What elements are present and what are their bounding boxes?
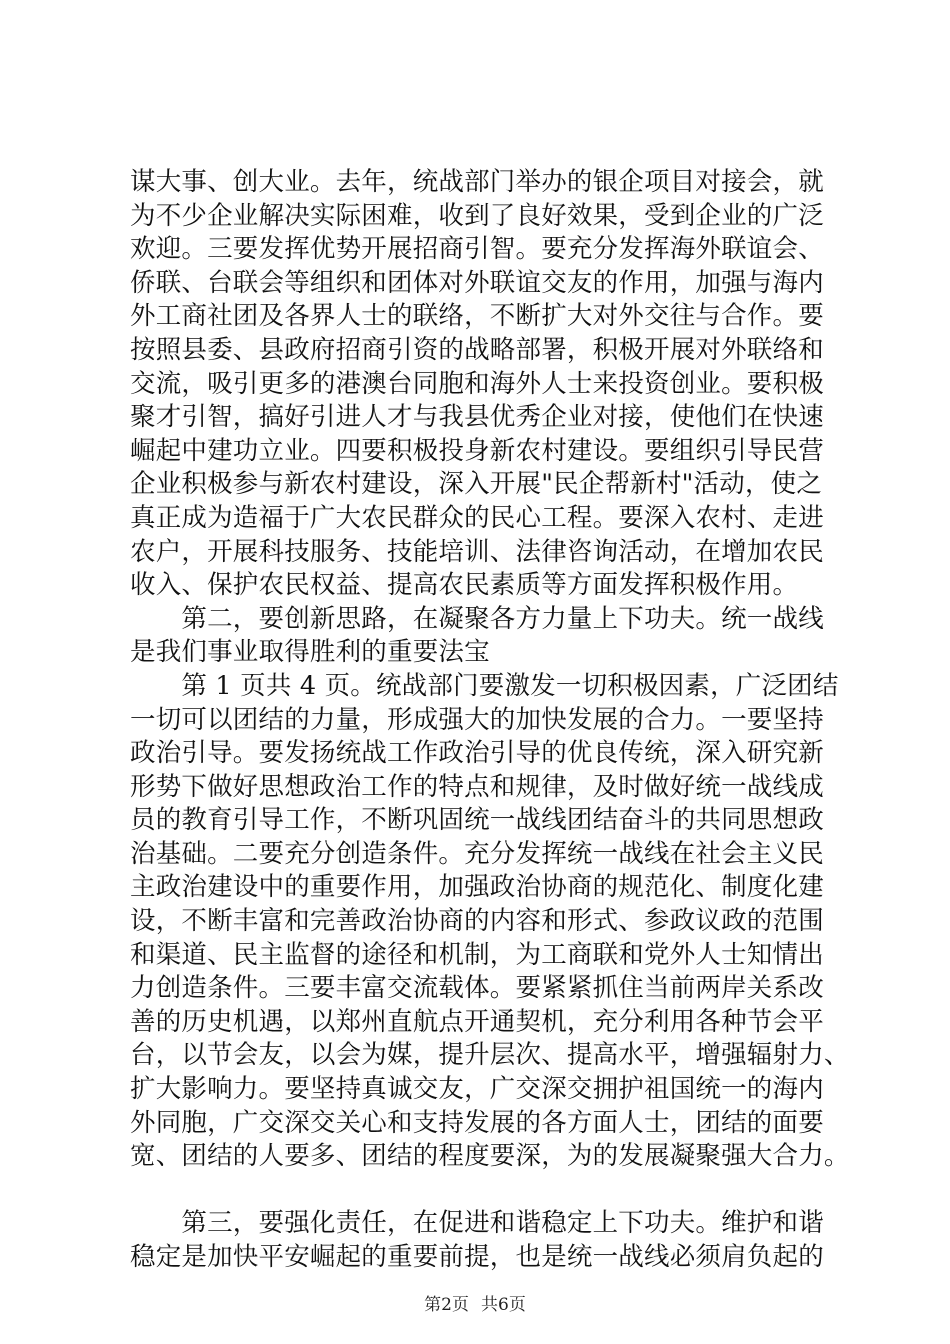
text-line: 形势下做好思想政治工作的特点和规律，及时做好统一战线成 (130, 771, 824, 802)
page-number: 第2页 (424, 1295, 469, 1315)
text-line: 收入、保护农民权益、提高农民素质等方面发挥积极作用。 (130, 570, 799, 601)
text-line: 设，不断丰富和完善政治协商的内容和形式、参政议政的范围 (130, 906, 824, 937)
paragraph-block-1 (130, 166, 850, 1174)
paragraph-gap (130, 1174, 830, 1208)
paragraph-block-2 (130, 1207, 830, 1274)
text-line: 侨联、台联会等组织和团体对外联谊交友的作用，加强与海内 (130, 267, 824, 298)
text-line: 台，以节会友，以会为媒，提升层次、提高水平，增强辐射力、 (130, 1040, 850, 1071)
text-line: 第三，要强化责任，在促进和谐稳定上下功夫。维护和谐 (130, 1208, 824, 1239)
text-line: 欢迎。三要发挥优势开展招商引智。要充分发挥海外联谊会、 (130, 234, 824, 265)
text-line: 农户，开展科技服务、技能培训、法律咨询活动，在增加农民 (130, 536, 824, 567)
text-line: 真正成为造福于广大农民群众的民心工程。要深入农村、走进 (130, 502, 824, 533)
text-line: 外同胞，广交深交关心和支持发展的各方面人士，团结的面要 (130, 1107, 824, 1138)
text-line: 主政治建设中的重要作用，加强政治协商的规范化、制度化建 (130, 872, 824, 903)
text-line: 企业积极参与新农村建设，深入开展"民企帮新村"活动，使之 (130, 469, 823, 500)
text-line: 宽、团结的人要多、团结的程度要深，为的发展凝聚强大合力。 (130, 1141, 850, 1172)
page-footer (0, 1294, 950, 1316)
text-line: 和渠道、民主监督的途径和机制，为工商联和党外人士知情出 (130, 939, 824, 970)
text-line: 第二，要创新思路，在凝聚各方力量上下功夫。统一战线 (130, 603, 824, 634)
text-line: 善的历史机遇，以郑州直航点开通契机，充分利用各种节会平 (130, 1006, 824, 1037)
text-line: 政治引导。要发扬统战工作政治引导的优良传统，深入研究新 (130, 738, 824, 769)
text-line: 一切可以团结的力量，形成强大的加快发展的合力。一要坚持 (130, 704, 824, 735)
text-line: 交流，吸引更多的港澳台同胞和海外人士来投资创业。要积极 (130, 368, 824, 399)
text-line: 力创造条件。三要丰富交流载体。要紧紧抓住当前两岸关系改 (130, 973, 824, 1004)
text-line: 按照县委、县政府招商引资的战略部署，积极开展对外联络和 (130, 334, 824, 365)
text-line: 稳定是加快平安崛起的重要前提，也是统一战线必须肩负起的 (130, 1242, 824, 1272)
text-line: 外工商社团及各界人士的联络，不断扩大对外交往与合作。要 (130, 301, 824, 332)
text-line: 第 1 页共 4 页。统战部门要激发一切积极因素，广泛团结 (130, 670, 839, 701)
text-line: 扩大影响力。要坚持真诚交友，广交深交拥护祖国统一的海内 (130, 1074, 824, 1105)
body-text (130, 166, 850, 1275)
text-line: 是我们事业取得胜利的重要法宝 (130, 637, 490, 668)
text-line: 员的教育引导工作，不断巩固统一战线团结奋斗的共同思想政 (130, 805, 824, 836)
text-line: 谋大事、创大业。去年，统战部门举办的银企项目对接会，就 (130, 167, 824, 197)
text-line: 为不少企业解决实际困难，收到了良好效果，受到企业的广泛 (130, 200, 824, 231)
text-line: 治基础。二要充分创造条件。充分发挥统一战线在社会主义民 (130, 838, 824, 869)
page-total: 共6页 (481, 1295, 526, 1315)
text-line: 崛起中建功立业。四要积极投身新农村建设。要组织引导民营 (130, 435, 824, 466)
text-line: 聚才引智，搞好引进人才与我县优秀企业对接，使他们在快速 (130, 402, 824, 433)
